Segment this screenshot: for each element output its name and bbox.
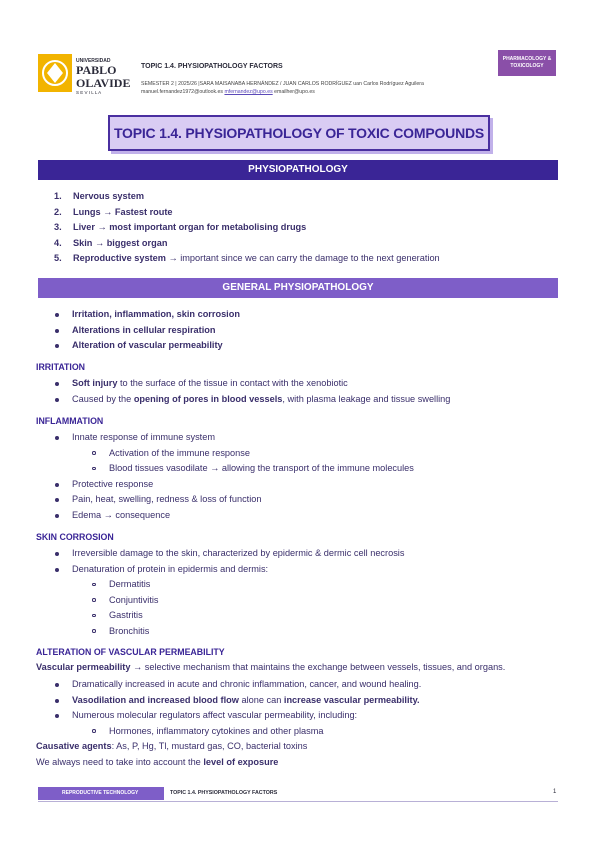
page-title-box — [108, 115, 490, 151]
footer-divider — [38, 801, 558, 802]
sub-bullet-icon — [92, 729, 96, 733]
header-meta — [141, 80, 501, 96]
header-topic: TOPIC 1.4. PHYSIOPATHOLOGY FACTORS — [141, 63, 283, 70]
list-item: Gastritis — [55, 608, 404, 624]
heading-skin-corrosion: SKIN CORROSION — [36, 532, 114, 542]
list-item: Caused by the opening of pores in blood vessels, with plasma leakage and tissue swelling — [55, 392, 450, 408]
bullet-icon — [55, 683, 59, 687]
list-item: Conjuntivitis — [55, 593, 404, 609]
bullet-icon — [55, 313, 59, 317]
heading-irritation: IRRITATION — [36, 362, 86, 372]
list-item: Soft injury to the surface of the tissue in contact with the xenobiotic — [55, 376, 450, 392]
list-item: Denaturation of protein in epidermis and dermis: — [55, 562, 404, 578]
header-email-1: manuel.fernandez1972@outlook.es — [141, 89, 223, 95]
list-item: Activation of the immune response — [55, 446, 414, 462]
heading-inflammation: INFLAMMATION — [36, 416, 104, 426]
bullet-icon — [55, 514, 59, 518]
bullet-icon — [55, 552, 59, 556]
corrosion-list — [55, 546, 404, 640]
bullet-icon — [55, 714, 59, 718]
sub-bullet-icon — [92, 598, 96, 602]
bullet-icon — [55, 568, 59, 572]
svg-text:PABLO: PABLO — [76, 63, 117, 77]
list-item: 1. Nervous system — [54, 191, 144, 201]
bullet-icon — [55, 329, 59, 333]
bullet-icon — [55, 382, 59, 386]
general-list — [55, 307, 240, 354]
svg-text:S E V I L L A: S E V I L L A — [76, 90, 102, 95]
section-general-physiopathology: GENERAL PHYSIOPATHOLOGY — [38, 278, 558, 298]
permeability-definition: Vascular permeability → selective mechanism that maintains the exchange between vessels, tissues, and organs. — [36, 662, 506, 672]
inflammation-list — [55, 430, 414, 524]
list-item: Edema → consequence — [55, 508, 414, 524]
list-item: Alterations in cellular respiration — [55, 323, 240, 339]
list-item: Irreversible damage to the skin, characterized by epidermic & dermic cell necrosis — [55, 546, 404, 562]
sub-bullet-icon — [92, 614, 96, 618]
list-item: 3. Liver → most important organ for metabolising drugs — [54, 222, 307, 233]
page-title: TOPIC 1.4. PHYSIOPATHOLOGY OF TOXIC COMPOUNDS — [113, 125, 485, 141]
list-item: Alteration of vascular permeability — [55, 338, 240, 354]
bullet-icon — [55, 483, 59, 487]
subject-badge: PHARMACOLOGY & TOXICOLOGY — [498, 50, 556, 76]
list-item: Vasodilation and increased blood flow alone can increase vascular permeability. — [55, 693, 421, 709]
list-item: Numerous molecular regulators affect vascular permeability, including: — [55, 708, 421, 724]
list-item: Hormones, inflammatory cytokines and other plasma — [55, 724, 421, 740]
header-email-2: emailher@upo.es — [274, 89, 315, 95]
list-item: Protective response — [55, 477, 414, 493]
bullet-icon — [55, 398, 59, 402]
list-item: Bronchitis — [55, 624, 404, 640]
section-physiopathology: PHYSIOPATHOLOGY — [38, 160, 558, 180]
list-item: Irritation, inflammation, skin corrosion — [55, 307, 240, 323]
header-email-link[interactable]: mfernandez@upo.es — [224, 89, 273, 95]
sub-bullet-icon — [92, 629, 96, 633]
list-item: Blood tissues vasodilate → allowing the transport of the immune molecules — [55, 461, 414, 477]
list-item: Innate response of immune system — [55, 430, 414, 446]
organ-list — [38, 189, 558, 267]
heading-vascular-permeability: ALTERATION OF VASCULAR PERMEABILITY — [36, 647, 225, 657]
list-item: Dermatitis — [55, 577, 404, 593]
bullet-icon — [55, 344, 59, 348]
university-logo-icon — [38, 52, 138, 96]
bullet-icon — [55, 436, 59, 440]
header-meta-line2 — [141, 88, 501, 96]
sub-bullet-icon — [92, 583, 96, 587]
page-number: 1 — [553, 789, 557, 795]
list-item: 4. Skin → biggest organ — [54, 237, 168, 248]
list-item: Dramatically increased in acute and chronic inflammation, cancer, and wound healing. — [55, 677, 421, 693]
svg-text:OLAVIDE: OLAVIDE — [76, 76, 131, 90]
footer-subject: REPRODUCTIVE TECHNOLOGY — [38, 787, 164, 800]
irritation-list — [55, 376, 450, 407]
list-item: 5. Reproductive system → important since we can carry the damage to the next generation — [54, 253, 440, 264]
list-item: 2. Lungs → Fastest route — [54, 206, 173, 217]
bullet-icon — [55, 699, 59, 703]
causative-agents: Causative agents: As, P, Hg, Tl, mustard gas, CO, bacterial toxins — [36, 741, 308, 751]
sub-bullet-icon — [92, 451, 96, 455]
footer-topic: TOPIC 1.4. PHYSIOPATHOLOGY FACTORS — [170, 790, 278, 796]
list-item: Pain, heat, swelling, redness & loss of function — [55, 492, 414, 508]
permeability-list — [55, 677, 421, 739]
svg-text:UNIVERSIDAD: UNIVERSIDAD — [76, 58, 111, 64]
exposure-note: We always need to take into account the level of exposure — [36, 757, 279, 767]
sub-bullet-icon — [92, 467, 96, 471]
bullet-icon — [55, 498, 59, 502]
header-meta-line1: SEMESTER 2 | 2025/26 |SARA MAISANABA HERNÁNDEZ / JUAN CARLOS RODRÍGUEZ uan Carlos Rodríguez Aguilera — [141, 81, 424, 87]
